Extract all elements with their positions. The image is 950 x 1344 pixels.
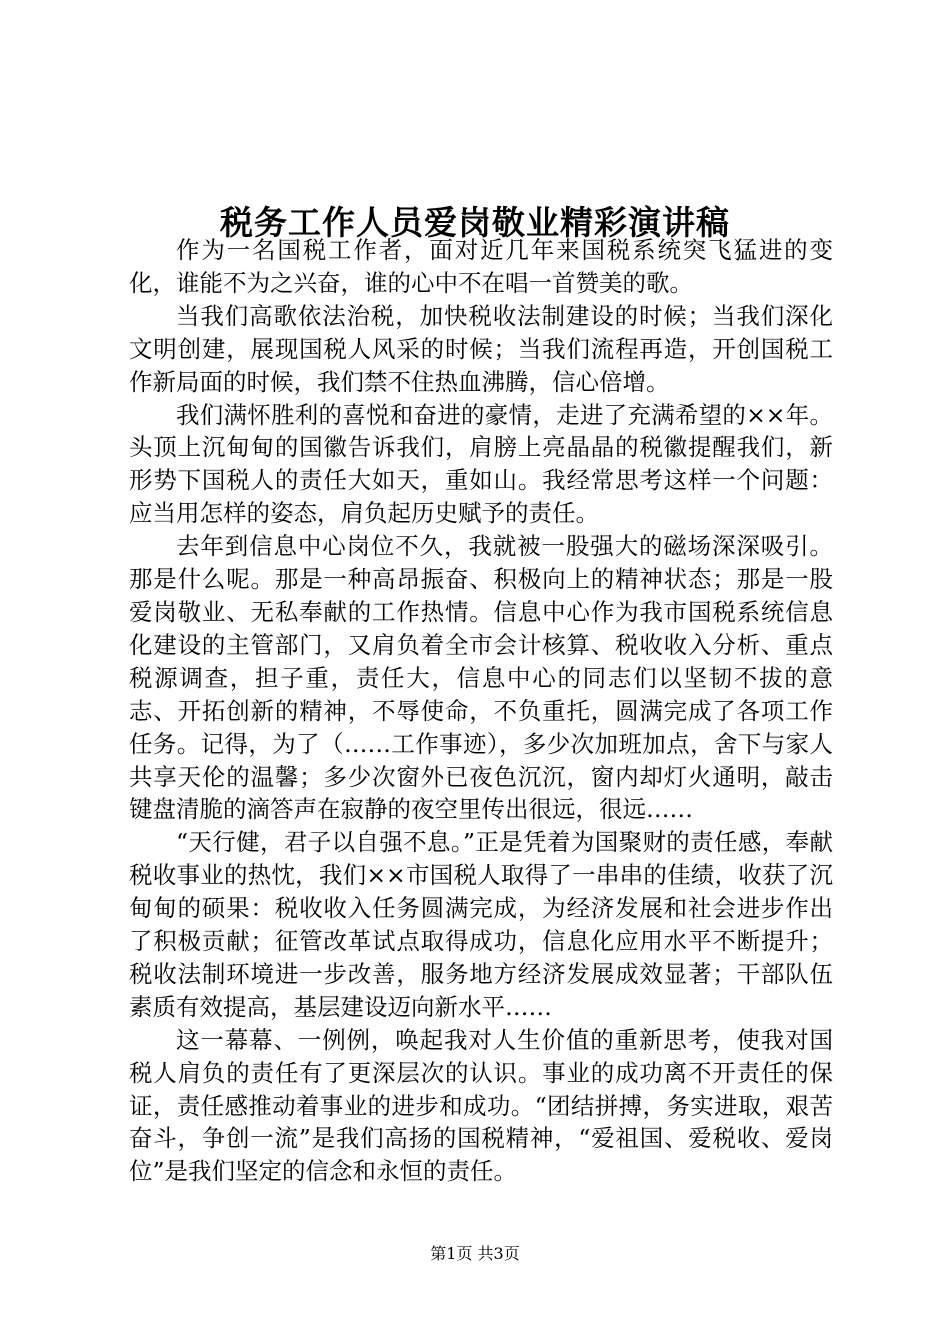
paragraph: 这一幕幕、一例例，唤起我对人生价值的重新思考，使我对国税人肩负的责任有了更深层次的认识。事业的成功离不开责任的保证，责任感推动着事业的进步和成功。“团结拼搏，务实进取，艰苦奋斗，争创一流”是我们高扬的国税精神，“爱祖国、爱税收、爱岗位”是我们坚定的信念和永恒的责任。 <box>129 1025 833 1186</box>
paragraph: 作为一名国税工作者，面对近几年来国税系统突飞猛进的变化，谁能不为之兴奋，谁的心中不在唱一首赞美的歌。 <box>129 236 833 297</box>
paragraph: 我们满怀胜利的喜悦和奋进的豪情，走进了充满希望的××年。头顶上沉甸甸的国徽告诉我们，肩膀上亮晶晶的税徽提醒我们，新形势下国税人的责任大如天，重如山。我经常思考这样一个问题：应当用怎样的姿态，肩负起历史赋予的责任。 <box>129 400 833 528</box>
paragraph: “天行健，君子以自强不息。”正是凭着为国聚财的责任感，奉献税收事业的热忱，我们××市国税人取得了一串串的佳绩，收获了沉甸甸的硕果：税收收入任务圆满完成，为经济发展和社会进步作出了积极贡献；征管改革试点取得成功，信息化应用水平不断提升；税收法制环境进一步改善，服务地方经济发展成效显著；干部队伍素质有效提高，基层建设迈向新水平…… <box>129 828 833 1021</box>
page-number-footer: 第1页 共3页 <box>430 1244 520 1263</box>
document-title: 税务工作人员爱岗敬业精彩演讲稿 <box>220 203 730 243</box>
paragraph: 当我们高歌依法治税，加快税收法制建设的时候；当我们深化文明创建，展现国税人风采的时候；当我们流程再造，开创国税工作新局面的时候，我们禁不住热血沸腾，信心倍增。 <box>129 301 833 396</box>
document-body <box>129 234 833 1188</box>
paragraph: 去年到信息中心岗位不久，我就被一股强大的磁场深深吸引。那是什么呢。那是一种高昂振奋、积极向上的精神状态；那是一股爱岗敬业、无私奉献的工作热情。信息中心作为我市国税系统信息化建设的主管部门，又肩负着全市会计核算、税收收入分析、重点税源调查，担子重，责任大，信息中心的同志们以坚韧不拔的意志、开拓创新的精神，不辱使命，不负重托，圆满完成了各项工作任务。记得，为了（……工作事迹），多少次加班加点，舍下与家人共享天伦的温馨；多少次窗外已夜色沉沉，窗内却灯火通明，敲击键盘清脆的滴答声在寂静的夜空里传出很远，很远…… <box>129 532 833 824</box>
